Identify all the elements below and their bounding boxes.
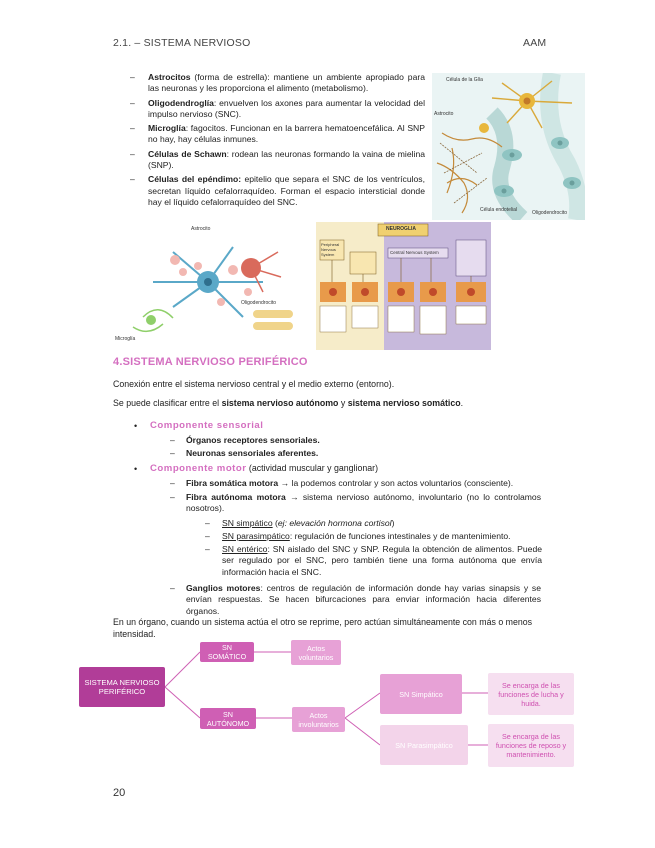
fig2-label: Oligodendrocito [241,300,277,306]
diagram-actos-involuntarios-node: Actos involuntarios [292,707,345,732]
fig3-label: Central Nervous System [390,250,439,255]
intro-text: Conexión entre el sistema nervioso central y el medio externo (entorno). [113,379,395,389]
dash: – [170,448,175,458]
ganglios-motores: Ganglios motores: centros de regulación de información donde hay varias sinapsis y se envían respuestas. Se hacen bifurcaciones para enviar información hacia diferentes órganos. [186,583,542,616]
section-title: 4.SISTEMA NERVIOSO PERIFÉRICO [113,356,308,368]
dash: – [170,478,175,488]
fig1-label: Célula endotelial [480,207,517,213]
glia-item: – Células de Schawn: rodean las neuronas formando la vaina de mielina (SNP). [130,149,425,172]
diagram-simpatico-node: SN Simpático [380,674,462,714]
diagram-root-node: SISTEMA NERVIOSO PERIFÉRICO [79,667,165,707]
header-section: 2.1. – SISTEMA NERVIOSO [113,37,251,49]
dash: – [170,435,175,445]
fig1-label: Astrocito [434,111,454,117]
motor-somatica: Fibra somática motora → la podemos controlar y son actos voluntarios (consciente). [186,478,514,488]
fig1-label: Oligodendrocito [532,210,568,216]
diagram-simpatico-desc: Se encarga de las funciones de lucha y huida. [488,673,574,715]
fig2-label: Astrocito [191,226,211,232]
glia-item: – Oligodendroglía: envuelven los axones para aumentar la velocidad del impulso nervioso (SNC). [130,98,425,121]
bullet: • [134,421,138,431]
dash: – [170,583,175,593]
sn-simpatico: SN simpático (ej: elevación hormona cortisol) [222,518,395,528]
closing-text: En un órgano, cuando un sistema actúa el otro se reprime, pero actúan simultáneamente con más o menos intensidad. [113,617,533,639]
sn-enterico: SN entérico: SN aislado del SNC y SNP. Regula la obtención de alimentos. Puede ser regulado por el SNC, pero también tiene una forma autónoma que envía información hacia el SNC. [222,544,542,577]
fig3-label: NEUROGLIA [386,226,416,232]
dash: – [205,544,210,554]
diagram-actos-voluntarios-node: Actos voluntarios [291,640,341,665]
sensorial-heading: Componente sensorial [150,420,264,431]
glia-item: – Astrocitos (forma de estrella): mantiene un ambiente apropiado para las neuronas y les proporciona el alimento (metabolismo). [130,72,425,95]
dash: – [170,492,175,502]
dash: – [205,518,210,528]
sn-parasimpatico: SN parasimpático: regulación de funciones intestinales y de mantenimiento. [222,531,511,541]
motor-heading: Componente motor (actividad muscular y ganglionar) [150,463,379,474]
fig2-label: Microglía [115,336,136,342]
sensorial-item: Neuronas sensoriales aferentes. [186,448,319,458]
diagram-autonomo-node: SN AUTÓNOMO [200,708,256,729]
diagram-somatico-node: SN SOMÁTICO [200,642,254,662]
diagram-parasimpatico-desc: Se encarga de las funciones de reposo y mantenimiento. [488,724,574,767]
classify-text: Se puede clasificar entre el sistema nervioso autónomo y sistema nervioso somático. [113,398,464,408]
sensorial-item: Órganos receptores sensoriales. [186,435,320,445]
motor-autonoma: Fibra autónoma motora → sistema nervioso autónomo, involuntario (no lo controlamos nosotros). [186,492,541,514]
header-author: AAM [523,37,547,49]
fig1-label: Célula de la Glía [446,77,483,83]
bullet: • [134,464,138,474]
fig3-label: Peripheral Nervous System [321,242,340,257]
glia-item: – Células del epéndimo: epitelio que separa el SNC de los ventrículos, secretan líquido cefalorraquídeo. Forman el espacio intersticial donde hay el líquido cefalorraquídeo del SNC. [130,174,425,208]
glia-item: – Microglía: fagocitos. Funcionan en la barrera hematoencefálica. Al SNP no hay, hay células inmunes. [130,123,425,146]
page-number: 20 [113,787,126,799]
diagram-parasimpatico-node: SN Parasimpático [380,725,468,765]
dash: – [205,531,210,541]
